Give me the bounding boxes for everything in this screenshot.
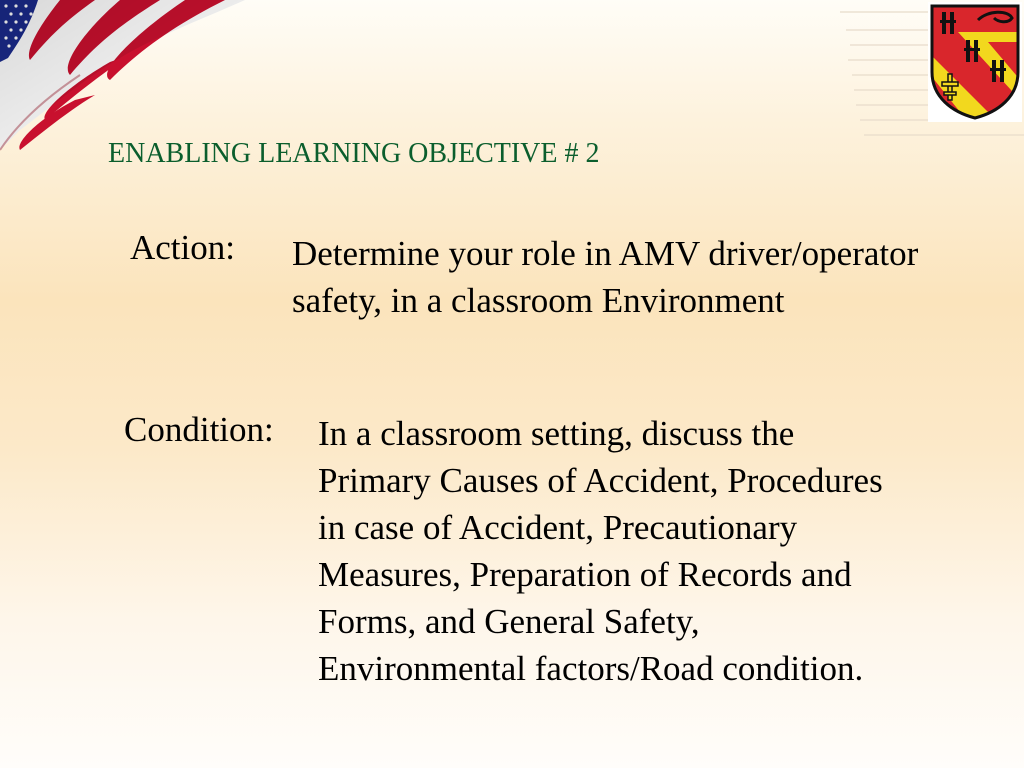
unit-crest-icon <box>928 2 1022 122</box>
action-text <box>292 230 1018 324</box>
condition-text-line: in case of Accident, Precautionary <box>318 508 798 547</box>
condition-text-line: Forms, and General Safety, <box>318 602 700 641</box>
slide-title: ENABLING LEARNING OBJECTIVE # 2 <box>108 138 600 169</box>
action-text-line: Determine your role in AMV driver/operator <box>292 234 919 273</box>
us-flag-icon <box>0 0 250 160</box>
condition-text-line: In a classroom setting, discuss the <box>318 414 795 453</box>
condition-text <box>318 410 1008 692</box>
condition-text-line: Environmental factors/Road condition. <box>318 649 864 688</box>
condition-label: Condition: <box>124 410 274 449</box>
condition-text-line: Primary Causes of Accident, Procedures <box>318 461 883 500</box>
action-label: Action: <box>130 228 235 267</box>
action-text-line: safety, in a classroom Environment <box>292 281 785 320</box>
condition-text-line: Measures, Preparation of Records and <box>318 555 852 594</box>
